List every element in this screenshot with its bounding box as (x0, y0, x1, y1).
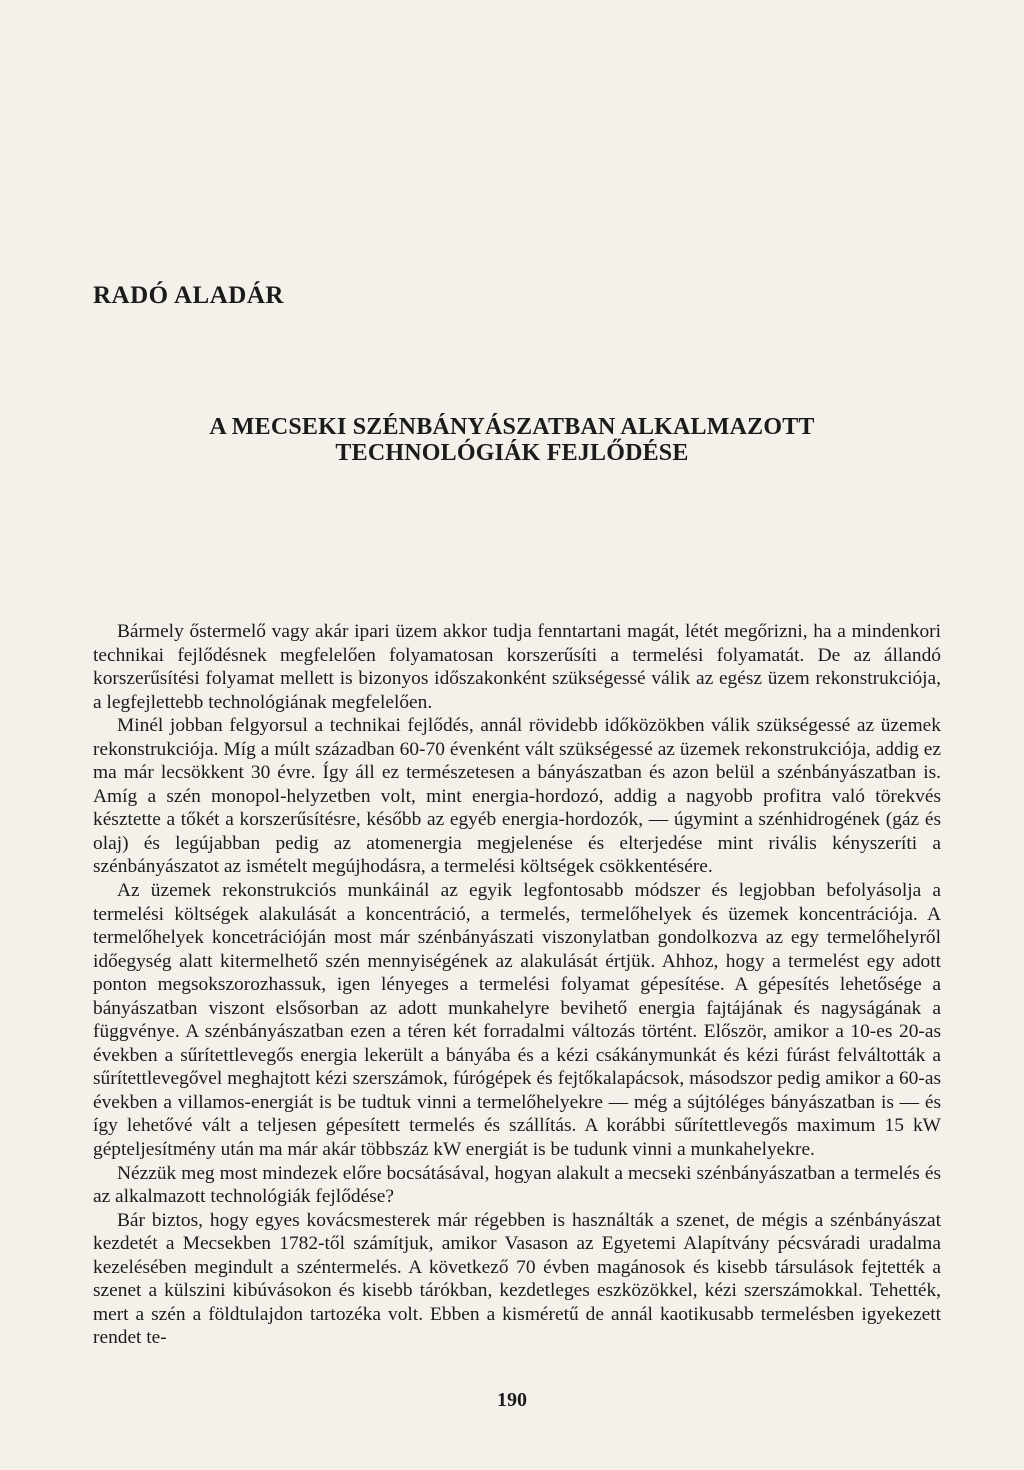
paragraph-3: Az üzemek rekonstrukciós munkáinál az egyik legfontosabb módszer és legjobban befolyásolja a termelési költségek alakulását a koncentráció, a termelés, termelőhelyek és üzemek koncentrációja. A termelőhelyek koncetrációján most már szénbányászati viszonylatban gondolkozva az egy termelőhelyről időegység alatt kitermelhető szén mennyiségének az alakulását értjük. Ahhoz, hogy a termelést egy adott ponton megsokszorozhassuk, igen lényeges a termelési folyamat gépesítése. A gépesítés lehetősége a bányászatban viszont elsősorban az adott munkahelyre bevihető energia fajtájának és nagyságának a függvénye. A szénbányászatban ezen a téren két forradalmi változás történt. Először, amikor a 10-es 20-as években a sűrítettlevegős energia lekerült a bányába és a kézi csákánymunkát és kézi fúrást felváltották a sűrítettlevegővel meghajtott kézi szerszámok, fúrógépek és fejtőkalapácsok, másodszor pedig amikor a 60-as években a villamos-energiát is be tudtuk vinni a termelőhelyekre — még a sújtóléges bányászatban is — és így lehetővé vált a teljesen gépesített termelés és szállítás. A korábbi sűrítettlevegős maximum 15 kW gépteljesítmény után ma már akár többszáz kW energiát is be tudunk vinni a munkahelyekre. (93, 880, 941, 1161)
paragraph-4: Nézzük meg most mindezek előre bocsátásával, hogyan alakult a mecseki szénbányászatban a termelés és az alkalmazott technológiák fejlődése? (93, 1162, 941, 1208)
article-body (93, 620, 941, 1350)
article-title (93, 414, 931, 466)
paragraph-1: Bármely őstermelő vagy akár ipari üzem akkor tudja fenntartani magát, létét megőrizni, ha a mindenkori technikai fejlődésnek megfelelően folyamatosan korszerűsíti a termelési folyamatát. De az állandó korszerűsítési folyamat mellett is bizonyos időszakonként szükségessé válik az egész üzem rekonstrukciója, a legfejlettebb technológiának megfelelően. (93, 621, 941, 713)
page-number: 190 (497, 1389, 527, 1411)
paragraph-2: Minél jobban felgyorsul a technikai fejlődés, annál rövidebb időközökben válik szükségessé az üzemek rekonstrukciója. Míg a múlt században 60-70 évenként vált szükségessé az üzemek rekonstrukciója, addig ez ma már lecsökkent 30 évre. Így áll ez természetesen a bányászatban és azon belül a szénbányászatban is. Amíg a szén monopol-helyzetben volt, mint energia-hordozó, addig a nagyobb profitra való törekvés késztette a tőkét a korszerűsítésre, később az egyéb energia-hordozók, — úgymint a szénhidrogének (gáz és olaj) és legújabban pedig az atomenergia megjelenése és elterjedése mint rivális kényszeríti a szénbányászatot az ismételt megújhodásra, a termelési költségek csökkentésére. (93, 715, 941, 878)
author-name: RADÓ ALADÁR (93, 282, 284, 309)
paragraph-5: Bár biztos, hogy egyes kovácsmesterek már régebben is használták a szenet, de mégis a szénbányászat kezdetét a Mecsekben 1782-től számítjuk, amikor Vasason az Egyetemi Alapítvány pécsváradi uradalma kezelésében megindult a széntermelés. A következő 70 évben magánosok és kisebb társulások fejtették a szenet a külszini kibúvásokon és kisebb tárókban, kezdetleges eszközökkel, kézi szerszámokkal. Tehették, mert a szén a földtulajdon tartozéka volt. Ebben a kisméretű de annál kaotikusabb termelésben igyekezett rendet te- (93, 1209, 941, 1349)
article-title-line-1: A MECSEKI SZÉNBÁNYÁSZATBAN ALKALMAZOTT (209, 414, 815, 440)
article-title-line-2: TECHNOLÓGIÁK FEJLŐDÉSE (335, 440, 689, 466)
